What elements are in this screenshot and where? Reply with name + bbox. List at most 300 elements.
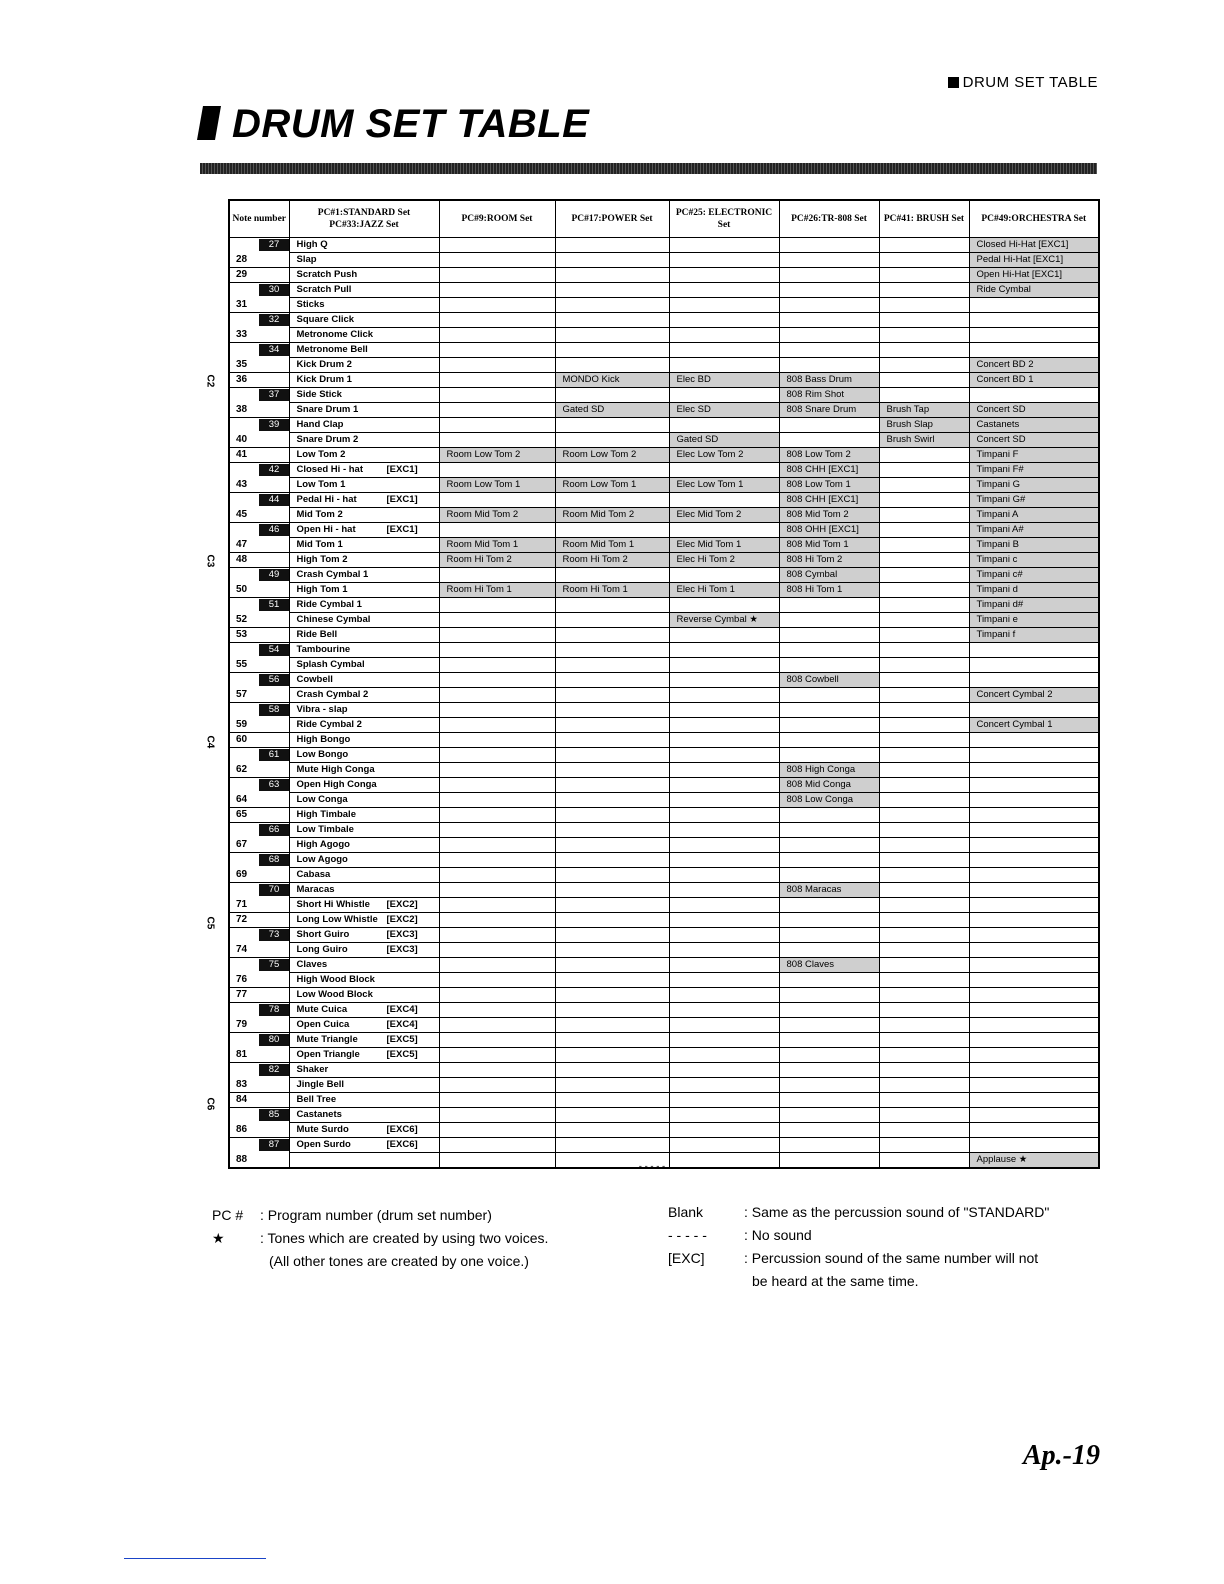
table-row [229,703,1099,718]
tone-name: High Tom 2 [296,554,348,565]
elec-tone-cell [669,628,779,643]
orch-tone-cell [969,1048,1099,1063]
table-row [229,838,1099,853]
room-tone-cell [439,493,555,508]
power-tone-cell [555,523,669,538]
table-row [229,388,1099,403]
black-key-number: 54 [259,644,289,656]
brush-tone-cell [879,598,969,613]
table-row [229,718,1099,733]
note-number-cell [229,643,289,658]
brush-tone-cell [879,1108,969,1123]
orch-tone-cell [969,898,1099,913]
tr808-tone-cell [779,613,879,628]
orch-tone-cell [969,943,1099,958]
note-number-cell [229,1033,289,1048]
room-tone-cell [439,433,555,448]
table-row [229,463,1099,478]
room-tone-cell [439,943,555,958]
orch-tone-cell [969,283,1099,298]
brush-tone-cell [879,763,969,778]
tone-name: Concert SD [976,434,1026,445]
power-tone-cell [555,433,669,448]
room-tone-cell [439,763,555,778]
tone-name: Concert SD [976,404,1026,415]
black-key-number: 34 [259,344,289,356]
orch-tone-cell [969,913,1099,928]
brush-tone-cell [879,418,969,433]
table-row [229,538,1099,553]
tone-name: Jingle Bell [296,1079,345,1090]
standard-tone-cell [289,298,439,313]
standard-tone-cell [289,763,439,778]
standard-tone-cell [289,913,439,928]
room-tone-cell [439,838,555,853]
room-tone-cell [439,298,555,313]
tr808-tone-cell [779,388,879,403]
tone-name: Castanets [296,1109,342,1120]
elec-tone-cell [669,268,779,283]
tr808-tone-cell [779,373,879,388]
elec-tone-cell [669,1123,779,1138]
note-number-cell [229,538,289,553]
orch-tone-cell [969,568,1099,583]
standard-tone-cell [289,838,439,853]
orch-tone-cell [969,703,1099,718]
tone-name: Timpani F# [976,464,1024,475]
power-tone-cell [555,553,669,568]
black-key-number: 27 [259,239,289,251]
star-icon: ★ [212,1230,225,1246]
orch-tone-cell [969,463,1099,478]
col-header-note: Note number [229,200,289,238]
white-key-number: 31 [236,298,248,310]
orch-tone-cell [969,253,1099,268]
note-number-cell [229,1063,289,1078]
tone-name: Elec Low Tom 1 [676,479,744,490]
footer-rule [124,1558,266,1559]
brush-tone-cell [879,553,969,568]
power-tone-cell [555,808,669,823]
tone-name: Chinese Cymbal [296,614,371,625]
brush-tone-cell [879,778,969,793]
legend-pc: PC # : Program number (drum set number) [212,1207,492,1223]
standard-tone-cell [289,958,439,973]
room-tone-cell [439,313,555,328]
brush-tone-cell [879,463,969,478]
tone-name: 808 Mid Tom 2 [786,509,849,520]
white-key-number: 67 [236,838,248,850]
power-tone-cell [555,1048,669,1063]
legend-star: ★ : Tones which are created by using two voices. [212,1227,548,1250]
power-tone-cell [555,988,669,1003]
tone-name: 808 High Conga [786,764,856,775]
power-tone-cell [555,973,669,988]
room-tone-cell [439,928,555,943]
brush-tone-cell [879,523,969,538]
power-tone-cell [555,1138,669,1153]
tone-name: Hand Clap [296,419,344,430]
tone-name: 808 Low Tom 1 [786,479,851,490]
legend-left [212,1204,548,1273]
elec-tone-cell [669,673,779,688]
tone-name: Splash Cymbal [296,659,365,670]
table-row [229,268,1099,283]
brush-tone-cell [879,1138,969,1153]
tr808-tone-cell [779,448,879,463]
tone-name: Timpani e [976,614,1018,625]
black-key-number: 61 [259,749,289,761]
tone-name: Scratch Push [296,269,358,280]
orch-tone-cell [969,778,1099,793]
room-tone-cell [439,778,555,793]
power-tone-cell [555,718,669,733]
table-row [229,643,1099,658]
tr808-tone-cell [779,1153,879,1169]
elec-tone-cell [669,853,779,868]
orch-tone-cell [969,298,1099,313]
elec-tone-cell [669,868,779,883]
tr808-tone-cell [779,478,879,493]
white-key-number: 69 [236,868,248,880]
black-key-number: 85 [259,1109,289,1121]
elec-tone-cell [669,463,779,478]
white-key-number: 71 [236,898,248,910]
elec-tone-cell [669,478,779,493]
power-tone-cell [555,388,669,403]
black-key-number: 46 [259,524,289,536]
tone-name: Snare Drum 2 [296,434,359,445]
note-number-cell [229,523,289,538]
note-number-cell [229,703,289,718]
note-number-cell [229,388,289,403]
room-tone-cell [439,343,555,358]
standard-tone-cell [289,793,439,808]
white-key-number: 88 [236,1153,248,1165]
tone-name: Maracas [296,884,335,895]
standard-tone-cell [289,883,439,898]
orch-tone-cell [969,343,1099,358]
standard-tone-cell [289,658,439,673]
room-tone-cell [439,1048,555,1063]
table-row [229,913,1099,928]
orch-tone-cell [969,1063,1099,1078]
table-row [229,553,1099,568]
standard-tone-cell [289,928,439,943]
tone-name: Timpani d [976,584,1018,595]
orch-tone-cell [969,1138,1099,1153]
table-row [229,1018,1099,1033]
tone-name: MONDO Kick [562,374,620,385]
elec-tone-cell [669,433,779,448]
elec-tone-cell [669,1003,779,1018]
room-tone-cell [439,238,555,253]
orch-tone-cell [969,688,1099,703]
tone-name: Gated SD [676,434,719,445]
orch-tone-cell [969,823,1099,838]
tr808-tone-cell [779,973,879,988]
tr808-tone-cell [779,343,879,358]
standard-tone-cell [289,1048,439,1063]
tr808-tone-cell [779,238,879,253]
black-key-number: 87 [259,1139,289,1151]
elec-tone-cell [669,988,779,1003]
elec-tone-cell [669,928,779,943]
col-header-electronic: PC#25: ELECTRONIC Set [669,200,779,238]
tone-name: Timpani A# [976,524,1024,535]
tr808-tone-cell [779,1033,879,1048]
orch-tone-cell [969,928,1099,943]
black-key-number: 30 [259,284,289,296]
table-row [229,1033,1099,1048]
tone-name: Elec SD [676,404,711,415]
black-key-number: 70 [259,884,289,896]
white-key-number: 84 [236,1094,248,1105]
standard-tone-cell [289,373,439,388]
tone-name: Castanets [976,419,1020,430]
standard-tone-cell [289,733,439,748]
tr808-tone-cell [779,658,879,673]
tone-name: High Q [296,239,328,250]
table-row [229,358,1099,373]
tone-name: Ride Bell [296,629,338,640]
white-key-number: 43 [236,478,248,490]
tr808-tone-cell [779,403,879,418]
elec-tone-cell [669,1093,779,1108]
note-number-cell [229,718,289,733]
note-number-cell [229,238,289,253]
elec-tone-cell [669,388,779,403]
room-tone-cell [439,1123,555,1138]
tone-name: High Tom 1 [296,584,348,595]
tr808-tone-cell [779,883,879,898]
tone-name: Room Low Tom 2 [446,449,521,460]
standard-tone-cell [289,538,439,553]
orch-tone-cell [969,373,1099,388]
note-number-cell [229,763,289,778]
brush-tone-cell [879,298,969,313]
table-row [229,973,1099,988]
room-tone-cell [439,643,555,658]
table-row [229,238,1099,253]
elec-tone-cell [669,598,779,613]
no-sound-dash: - - - - - [638,1161,666,1172]
orch-tone-cell [969,658,1099,673]
tone-name: Room Mid Tom 1 [562,539,635,550]
orch-tone-cell [969,388,1099,403]
table-body [229,238,1099,1172]
note-number-cell [229,973,289,988]
elec-tone-cell [669,448,779,463]
exclusive-group: [EXC3] [386,944,418,955]
brush-tone-cell [879,928,969,943]
elec-tone-cell [669,1033,779,1048]
brush-tone-cell [879,613,969,628]
tone-name: Closed Hi-Hat [EXC1] [976,239,1069,250]
elec-tone-cell [669,568,779,583]
table-row [229,313,1099,328]
table-row [229,298,1099,313]
table-row [229,448,1099,463]
note-number-cell [229,508,289,523]
power-tone-cell [555,583,669,598]
col-header-tr808: PC#26:TR-808 Set [779,200,879,238]
power-tone-cell [555,883,669,898]
tone-name: Low Conga [296,794,348,805]
orch-tone-cell [969,1153,1099,1169]
orch-tone-cell [969,868,1099,883]
note-number-cell [229,1138,289,1153]
tr808-tone-cell [779,463,879,478]
power-tone-cell [555,538,669,553]
tone-name: Mid Tom 2 [296,509,343,520]
tr808-tone-cell [779,1078,879,1093]
brush-tone-cell [879,1003,969,1018]
room-tone-cell [439,463,555,478]
elec-tone-cell [669,1078,779,1093]
room-tone-cell [439,583,555,598]
tone-name: 808 Low Conga [786,794,854,805]
power-tone-cell [555,1123,669,1138]
orch-tone-cell [969,238,1099,253]
brush-tone-cell [879,388,969,403]
standard-tone-cell [289,313,439,328]
note-number-cell [229,463,289,478]
tone-name: Brush Swirl [886,434,935,445]
standard-tone-cell [289,703,439,718]
table-row [229,958,1099,973]
orch-tone-cell [969,268,1099,283]
elec-tone-cell [669,328,779,343]
octave-label: C5 [204,916,216,930]
orch-tone-cell [969,763,1099,778]
standard-tone-cell [289,778,439,793]
standard-tone-cell [289,853,439,868]
brush-tone-cell [879,793,969,808]
room-tone-cell [439,853,555,868]
white-key-number: 65 [236,809,248,820]
table-row [229,283,1099,298]
note-number-cell [229,658,289,673]
orch-tone-cell [969,1033,1099,1048]
square-bullet-icon [948,77,959,88]
legend-star-note: (All other tones are created by one voice.) [269,1253,529,1269]
standard-tone-cell [289,418,439,433]
note-number-cell [229,1018,289,1033]
tone-name: Room Mid Tom 2 [562,509,635,520]
brush-tone-cell [879,493,969,508]
tone-name: Low Tom 1 [296,479,346,490]
power-tone-cell [555,1063,669,1078]
orch-tone-cell [969,973,1099,988]
tone-name: Concert BD 2 [976,359,1034,370]
room-tone-cell [439,688,555,703]
black-key-number: 78 [259,1004,289,1016]
table-row [229,523,1099,538]
room-tone-cell [439,268,555,283]
brush-tone-cell [879,658,969,673]
brush-tone-cell [879,883,969,898]
brush-tone-cell [879,238,969,253]
note-number-cell [229,343,289,358]
tone-name: Applause ★ [976,1154,1028,1165]
col-header-orchestra: PC#49:ORCHESTRA Set [969,200,1099,238]
room-tone-cell [439,568,555,583]
note-number-cell [229,553,289,568]
tone-name: High Agogo [296,839,350,850]
col-header-room: PC#9:ROOM Set [439,200,555,238]
tone-name: Pedal Hi-Hat [EXC1] [976,254,1064,265]
elec-tone-cell [669,373,779,388]
room-tone-cell [439,988,555,1003]
orch-tone-cell [969,508,1099,523]
tone-name: Crash Cymbal 2 [296,689,369,700]
tr808-tone-cell [779,1108,879,1123]
standard-tone-cell [289,508,439,523]
elec-tone-cell [669,973,779,988]
table-row [229,868,1099,883]
elec-tone-cell [669,418,779,433]
tone-name: Tambourine [296,644,351,655]
note-number-cell [229,1108,289,1123]
white-key-number: 50 [236,583,248,595]
white-key-number: 29 [236,269,248,280]
room-tone-cell [439,253,555,268]
table-row [229,418,1099,433]
tone-name: Elec Hi Tom 1 [676,584,735,595]
brush-tone-cell [879,838,969,853]
legend-exc: [EXC] : Percussion sound of the same number will not [668,1250,1039,1266]
standard-tone-cell [289,988,439,1003]
power-tone-cell [555,373,669,388]
brush-tone-cell [879,508,969,523]
orch-tone-cell [969,1123,1099,1138]
orch-tone-cell [969,628,1099,643]
elec-tone-cell [669,913,779,928]
tr808-tone-cell [779,418,879,433]
power-tone-cell [555,343,669,358]
orch-tone-cell [969,718,1099,733]
table-row [229,808,1099,823]
table-row [229,583,1099,598]
tone-name: Room Hi Tom 2 [562,554,628,565]
note-number-cell [229,613,289,628]
elec-tone-cell [669,1048,779,1063]
brush-tone-cell [879,703,969,718]
elec-tone-cell [669,493,779,508]
room-tone-cell [439,883,555,898]
tr808-tone-cell [779,673,879,688]
table-row [229,568,1099,583]
brush-tone-cell [879,283,969,298]
brush-tone-cell [879,1078,969,1093]
note-number-cell [229,748,289,763]
elec-tone-cell [669,943,779,958]
white-key-number: 72 [236,914,248,925]
table-row [229,673,1099,688]
tone-name: 808 OHH [EXC1] [786,524,859,535]
power-tone-cell [555,673,669,688]
tone-name: Reverse Cymbal ★ [676,614,758,625]
note-number-cell [229,1003,289,1018]
power-tone-cell [555,418,669,433]
note-number-cell [229,628,289,643]
brush-tone-cell [879,373,969,388]
brush-tone-cell [879,913,969,928]
tone-name: Pedal Hi - hat [296,494,357,505]
tone-name: Timpani d# [976,599,1024,610]
tr808-tone-cell [779,958,879,973]
